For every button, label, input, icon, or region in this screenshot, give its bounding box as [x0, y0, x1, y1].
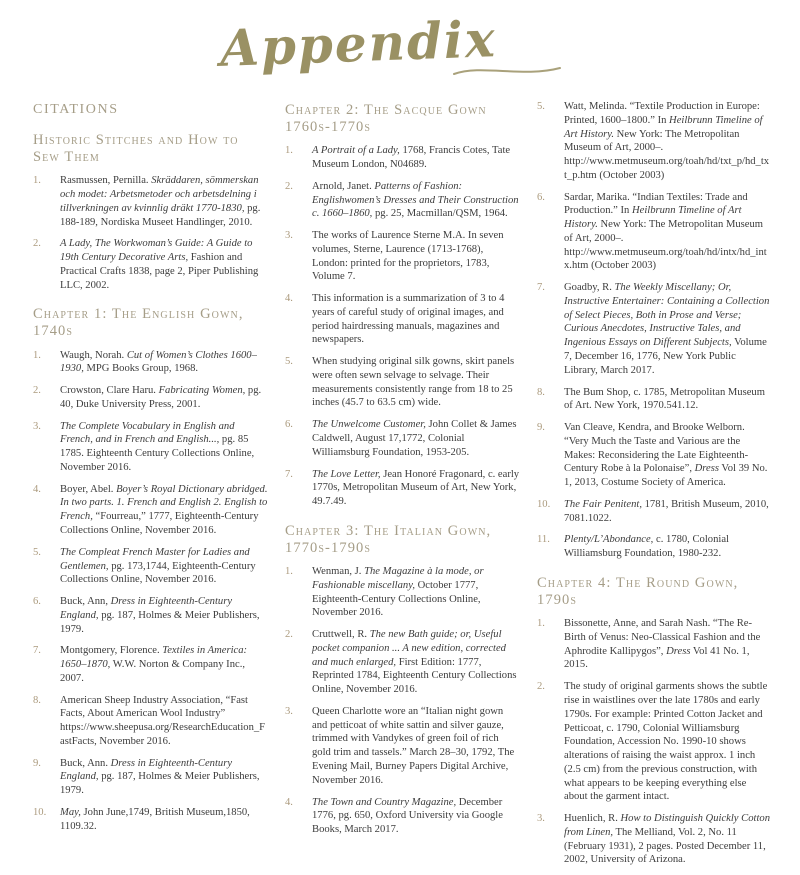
- citation-text: A Portrait of a Lady, 1768, Francis Cotes, Tate Museum London, N04689.: [312, 145, 511, 170]
- section-heading: Historic Stitches and How to Sew Them: [33, 132, 239, 166]
- citation-text: The Love Letter, Jean Honoré Fragonard, c. early 1770s, Metropolitan Museum of Art, New York, 49.7.49.: [312, 468, 520, 508]
- citation-text: The study of original garments shows the subtle rise in waistlines over the late 1780s and early 1790s. For example: Printed Cotton Jacket and Petticoat, c. 1790, Colonial Williamsburg Foundation, Accession No. 1990-10 shows alterations of raising the waist approx. 1 inch (2.5 cm) from the previous construction, with what appears to be keeping everything else about the garment intact.: [564, 681, 768, 803]
- citation-text: When studying original silk gowns, skirt panels were often sewn selvage to selvage. Their measurements consistently range from 18 to 25 inches (45.7 to 63.5 cm) wide.: [312, 356, 515, 409]
- citation-item: [285, 565, 520, 620]
- columns: [0, 94, 800, 875]
- title-swash-flourish: [452, 62, 562, 80]
- citation-item: [33, 420, 268, 475]
- citation-item: [537, 533, 772, 561]
- citation-item: [537, 191, 772, 274]
- citation-text: Plenty/L’Abondance, c. 1780, Colonial Williamsburg Foundation, 1980-232.: [564, 534, 729, 560]
- citation-item: [537, 281, 772, 377]
- citation-number: 8.: [537, 386, 545, 398]
- page-title: Appendix: [218, 9, 498, 78]
- citation-text: May, John June,1749, British Museum,1850, 1109.32.: [60, 807, 250, 832]
- citation-number: 5.: [285, 356, 293, 368]
- section-heading: CITATIONS: [33, 102, 119, 117]
- citation-number: 2.: [285, 180, 293, 192]
- citation-item: [285, 796, 520, 837]
- citation-number: 8.: [33, 694, 41, 706]
- citation-text: The Fair Penitent, 1781, British Museum, 2010, 7081.1022.: [564, 498, 769, 524]
- citation-text: Waugh, Norah. Cut of Women’s Clothes 1600–1930, MPG Books Group, 1968.: [60, 349, 257, 375]
- citation-text: The Bum Shop, c. 1785, Metropolitan Museum of Art. New York, 1970.541.12.: [564, 386, 765, 412]
- citation-item: [285, 180, 520, 221]
- citation-number: 4.: [33, 483, 41, 495]
- citation-text: Arnold, Janet. Patterns of Fashion: Englishwomen’s Dresses and Their Construction c. 1660–1860, pg. 25, Macmillan/QSM, 1964.: [312, 180, 519, 220]
- section-heading: Chapter 3: The Italian Gown, 1770s-1790s: [285, 522, 492, 556]
- citation-number: 4.: [285, 293, 293, 305]
- citation-text: Goadby, R. The Weekly Miscellany; Or, Instructive Entertainer: Containing a Collection of Select Pieces, Both in Prose and Verse; Curious Anecdotes, Instructive Tales, and Ingenious Essays on Different Subjects, Volume 7, December 16, 1776, New York Public Library, March 2017.: [564, 282, 770, 376]
- citation-text: Montgomery, Florence. Textiles in America: 1650–1870, W.W. Norton & Company Inc., 2007.: [60, 645, 248, 684]
- citation-number: 5.: [33, 546, 41, 558]
- citation-text: Queen Charlotte wore an “Italian night gown and petticoat of white sattin and silver gauze, trimmed with Vandykes of green foil of rich gold trim and tassels.” March 28–30, 1792, The Evening Mail, Burney Papers Digital Archive, November 2016.: [312, 705, 515, 786]
- citation-number: 10.: [33, 807, 47, 818]
- citation-item: [537, 386, 772, 414]
- citation-column-2: [285, 100, 520, 875]
- citation-item: [285, 355, 520, 410]
- citation-item: [285, 144, 520, 172]
- citation-column-1: [33, 100, 268, 875]
- citation-number: 6.: [285, 419, 293, 431]
- citation-item: [285, 229, 520, 284]
- page-header: [0, 9, 800, 94]
- citation-text: A Lady, The Workwoman’s Guide: A Guide to 19th Century Decorative Arts, Fashion and Practical Crafts 1838, page 2, Piper Publishing LLC, 2002.: [60, 238, 259, 291]
- citation-number: 3.: [537, 813, 545, 825]
- citation-number: 11.: [537, 534, 550, 546]
- citation-text: Buck, Ann, Dress in Eighteenth-Century England, pg. 187, Holmes & Meier Publishers, 1979.: [60, 596, 260, 635]
- citation-item: [33, 694, 268, 749]
- citation-item: [285, 418, 520, 459]
- citation-number: 1.: [33, 349, 41, 361]
- citation-item: [33, 546, 268, 587]
- citation-text: Cruttwell, R. The new Bath guide; or, Useful pocket companion ... A new edition, corrected and much enlarged, First Edition: 1777, Reprinted 1784, Eighteenth Century Collections Online, November 2016.: [312, 629, 517, 696]
- citation-text: The Unwelcome Customer, John Collet & James Caldwell, August 17,1772, Colonial Williamsburg Foundation, 1953-205.: [312, 419, 517, 458]
- citation-text: This information is a summarization of 3 to 4 years of careful study of original images, and period hairdressing manuals, magazines and newspapers.: [312, 293, 505, 346]
- citation-item: [33, 483, 268, 538]
- citation-number: 1.: [285, 145, 293, 157]
- citation-number: 2.: [33, 385, 41, 397]
- citation-item: [33, 384, 268, 412]
- citation-number: 2.: [537, 681, 545, 693]
- citation-item: [537, 812, 772, 867]
- citation-number: 1.: [285, 566, 293, 578]
- citation-item: [33, 595, 268, 636]
- citation-text: Sardar, Marika. “Indian Textiles: Trade and Production.” In Heilbrunn Timeline of Art History. New York: The Metropolitan Museum of Art, 2000–. http://www.metmuseum.org/toah/hd/intx/hd_intx.htm (October 2003): [564, 191, 767, 272]
- citation-number: 5.: [537, 101, 545, 112]
- citation-number: 3.: [285, 705, 293, 717]
- citation-number: 3.: [33, 420, 41, 432]
- citation-text: Bissonette, Anne, and Sarah Nash. “The Re-Birth of Venus: Neo-Classical Fashion and the Aphrodite Kallipygos”, Dress Vol 41 No. 1, 2015.: [564, 618, 761, 671]
- citation-item: [285, 468, 520, 509]
- citation-text: The Compleat French Master for Ladies and Gentlemen, pg. 173,1744, Eighteenth-Century Collections Online, November 2016.: [60, 546, 256, 586]
- citation-text: Rasmussen, Pernilla. Skräddaren, sömmerskan och modet: Arbetsmetoder och arbetsdelning i tillverkningen av kvinnlig dräkt 1770-1830, pg. 188-189, Nordiska Museet Handlinger, 2010.: [60, 175, 261, 228]
- citation-text: Buck, Ann. Dress in Eighteenth-Century England, pg. 187, Holmes & Meier Publishers, 1979.: [60, 757, 260, 797]
- citation-text: Crowston, Clare Haru. Fabricating Women, pg. 40, Duke University Press, 2001.: [60, 385, 262, 410]
- citation-number: 6.: [33, 596, 41, 608]
- citation-item: [33, 644, 268, 685]
- citation-text: Wenman, J. The Magazine à la mode, or Fashionable miscellany, October 1777, Eighteenth-Century Collections Online, November 2016.: [312, 566, 484, 619]
- citation-item: [285, 628, 520, 697]
- citation-number: 2.: [33, 238, 41, 250]
- citation-text: Van Cleave, Kendra, and Brooke Welborn. “Very Much the Taste and Various are the Makes: Reconsidering the Late Eighteenth-Century Robe à la Polonaise”, Dress Vol 39 No. 1, 2013, Costume Society of America.: [564, 422, 768, 489]
- citation-item: [33, 349, 268, 377]
- citation-item: [285, 292, 520, 347]
- section-heading: Chapter 1: The English Gown, 1740s: [33, 306, 244, 340]
- citation-text: The Complete Vocabulary in English and French, and in French and English..., pg. 85 1785. Eighteenth Century Collections Online, November 2016.: [60, 420, 255, 473]
- citation-text: The Town and Country Magazine, December 1776, pg. 650, Oxford University via Google Books, March 2017.: [312, 796, 503, 836]
- citation-number: 7.: [33, 645, 41, 657]
- citation-text: Watt, Melinda. “Textile Production in Europe: Printed, 1600–1800.” In Heilbrunn Timeline of Art History. New York: The Metropolitan Museum of Art, 2000–. http://www.metmuseum.org/toah/hd/txt_p/hd_txt_p.htm (October 2003): [564, 101, 770, 181]
- citation-item: [33, 757, 268, 798]
- citation-number: 3.: [285, 230, 293, 242]
- citation-number: 4.: [285, 796, 293, 808]
- section-heading: Chapter 4: The Round Gown, 1790s: [537, 574, 739, 609]
- citation-item: [537, 498, 772, 526]
- citation-text: Boyer, Abel. Boyer’s Royal Dictionary abridged. In two parts. 1. French and English 2. English to French, “Fourreau,” 1777, Eighteenth-Century Collections Online, November 2016.: [60, 483, 268, 536]
- citation-number: 9.: [537, 422, 545, 434]
- section-heading: Chapter 2: The Sacque Gown 1760s-1770s: [285, 102, 487, 136]
- citation-number: 6.: [537, 191, 545, 203]
- citation-item: [537, 421, 772, 490]
- citation-item: [537, 100, 772, 183]
- citation-item: [537, 617, 772, 672]
- citation-item: [33, 174, 268, 229]
- citation-item: [537, 680, 772, 804]
- citation-text: The works of Laurence Sterne M.A. In seven volumes, Sterne, Laurence (1713-1768), London: printed for the proprietors, 1783, Volume 7.: [312, 230, 504, 283]
- citation-item: [33, 237, 268, 292]
- citation-number: 10.: [537, 498, 551, 510]
- citation-number: 1.: [537, 618, 545, 630]
- citation-number: 7.: [537, 282, 545, 294]
- citation-item: [285, 705, 520, 788]
- citation-text: Huenlich, R. How to Distinguish Quickly Cotton from Linen, The Melliand, Vol. 2, No. 11 (February 1931), 2 pages. Posted December 11, 2002, University of Arizona.: [564, 813, 770, 866]
- citation-number: 7.: [285, 468, 293, 480]
- citation-number: 2.: [285, 629, 293, 641]
- citation-text: American Sheep Industry Association, “Fast Facts, About American Wool Industry” https://www.sheepusa.org/ResearchEducation_FastFacts, November 2016.: [60, 694, 266, 747]
- citation-number: 1.: [33, 175, 41, 187]
- citation-item: [33, 806, 268, 834]
- citation-column-3: [537, 100, 772, 875]
- citation-number: 9.: [33, 757, 41, 769]
